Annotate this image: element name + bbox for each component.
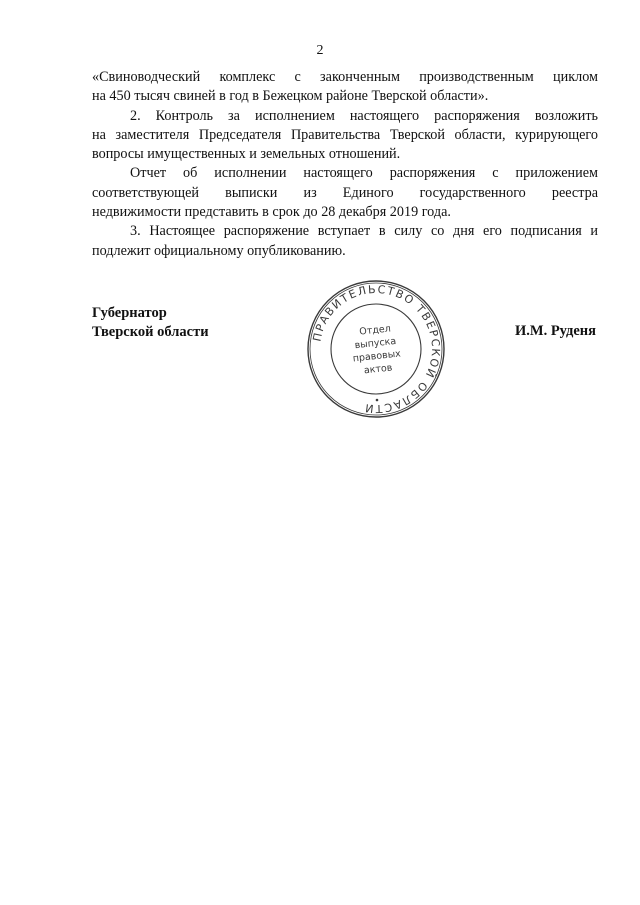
- paragraph-line: соответствующей выписки из Единого государственного реестра: [92, 184, 598, 201]
- paragraph-line: 3. Настоящее распоряжение вступает в силу со дня его подписания и: [130, 223, 598, 240]
- paragraph-effective-clause: [92, 222, 598, 261]
- seal-outer-ring: [308, 281, 444, 417]
- paragraph-line: 2. Контроль за исполнением настоящего распоряжения возложить: [130, 107, 598, 124]
- seal-center-text: правовых: [352, 348, 402, 365]
- signatory-title-line: Тверской области: [92, 323, 209, 340]
- paragraph-line: на заместителя Председателя Правительства Тверской области, курирующего: [92, 126, 598, 143]
- seal-center-text: актов: [363, 362, 393, 377]
- page-number: 2: [316, 43, 324, 58]
- paragraph-project-name: [92, 68, 598, 107]
- paragraph-line: Отчет об исполнении настоящего распоряжения с приложением: [130, 165, 598, 182]
- seal-inner-ring: [331, 304, 421, 394]
- paragraph-line: подлежит официальному опубликованию.: [92, 242, 346, 259]
- seal-dot: [376, 399, 379, 402]
- seal-outer-ring-inner: [310, 283, 442, 415]
- official-seal: [305, 278, 447, 420]
- seal-graphic: [305, 278, 447, 420]
- paragraph-line: вопросы имущественных и земельных отношений.: [92, 146, 401, 163]
- paragraph-line: на 450 тысяч свиней в год в Бежецком районе Тверской области».: [92, 88, 489, 105]
- paragraph-line: недвижимости представить в срок до 28 декабря 2019 года.: [92, 204, 451, 221]
- seal-center-text: выпуска: [354, 335, 397, 352]
- document-body: [92, 68, 598, 261]
- signatory-name: И.М. Руденя: [514, 323, 596, 339]
- signatory-title: [92, 304, 209, 341]
- signatory-title-line: Губернатор: [92, 305, 167, 321]
- paragraph-control-clause: [92, 107, 598, 165]
- paragraph-line: «Свиноводческий комплекс с законченным производственным циклом: [92, 69, 598, 85]
- seal-center-text: Отдел: [358, 323, 392, 338]
- paragraph-report-clause: [92, 164, 598, 222]
- seal-ring-text: ПРАВИТЕЛЬСТВО ТВЕРСКОЙ ОБЛАСТИ: [310, 282, 443, 416]
